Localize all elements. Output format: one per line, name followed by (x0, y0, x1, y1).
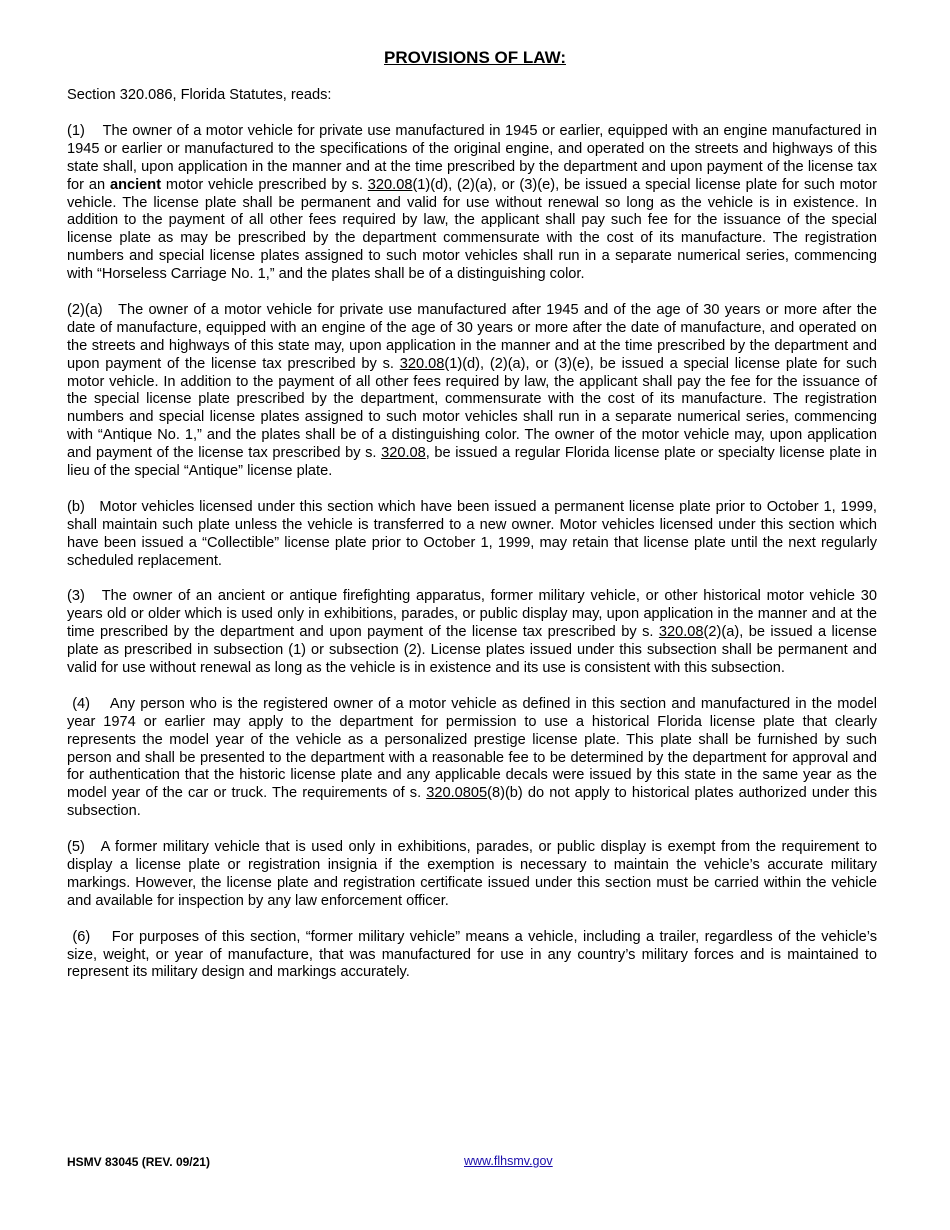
paragraph-6 (67, 929, 877, 983)
paragraph-1-text-b: motor vehicle prescribed by s. (161, 176, 368, 193)
paragraph-1-bold-term: ancient (109, 176, 162, 193)
paragraph-5-label: (5) (67, 839, 85, 856)
paragraph-6-label: (6) (72, 928, 91, 945)
paragraph-3-label: (3) (67, 588, 85, 605)
paragraph-6-text: For purposes of this section, “former military vehicle” means a vehicle, including a trailer, regardless of the vehicle’s size, weight, or year of manufacture, that was manufactured for use in any country’s military forces and is maintained to represent its military design and markings accurately. (67, 928, 878, 981)
website-link[interactable]: www.flhsmv.gov (464, 1154, 553, 1168)
section-intro: Section 320.086, Florida Statutes, reads: (67, 87, 332, 103)
paragraph-5 (67, 839, 877, 911)
paragraph-2a-text-c: , be issued a regular Florida license plate or specialty license plate in lieu of the special “Antique” license plate. (67, 445, 877, 480)
paragraph-2a-text-a: The owner of a motor vehicle for private use manufactured after 1945 and of the age of 30 years or more after the date of manufacture, equipped with an engine of the age of 30 years or more after the date of manufacture, and operated on the streets and highways of this state may, upon application in the manner and at the time prescribed by the department and upon payment of the license tax prescribed by s. (67, 301, 877, 372)
paragraph-4-text-a: Any person who is the registered owner of a motor vehicle as defined in this section and manufactured in the model year 1974 or earlier may apply to the department for permission to use a historical Florida license plate that clearly represents the model year of the vehicle as a personalized prestige license plate. This plate shall be furnished by such person and shall be presented to the department with a reasonable fee to be determined by the department for approval and for authentication that the historic license plate and any applicable decals were issued by this state in the same year as the model year of the car or truck. The requirements of s. (67, 695, 877, 802)
statute-link-320-0805[interactable]: 320.0805 (426, 785, 488, 802)
paragraph-4-text-b: (8)(b) do not apply to historical plates authorized under this subsection. (67, 785, 877, 820)
statute-link-320-08[interactable]: 320.08 (381, 445, 426, 462)
paragraph-1 (67, 123, 877, 284)
paragraph-2a-text-b: (1)(d), (2)(a), or (3)(e), be issued a special license plate for such motor vehicle. In addition to the payment of all other fees required by law, the applicant shall pay the fee for the issuance of the special license plate prescribed by the department, commensurate with the cost of its manufacture. The registration numbers and special license plates assigned to such motor vehicles shall run in a separate numerical series, commencing with “Antique No. 1,” and the plates shall be of a distinguishing color. The owner of the motor vehicle may, upon application and payment of the license tax prescribed by s. (67, 355, 877, 462)
paragraph-2b (67, 499, 877, 571)
page-title: PROVISIONS OF LAW: (384, 48, 566, 67)
paragraph-4-label: (4) (72, 695, 91, 712)
paragraph-1-label: (1) (67, 122, 85, 139)
paragraph-2a (67, 302, 877, 481)
paragraph-1-text-c: (1)(d), (2)(a), or (3)(e), be issued a special license plate for such motor vehicle. The license plate shall be permanent and valid for use without renewal so long as the vehicle is in existence. In addition to the payment of all other fees required by law, the applicant shall pay such fee for the issuance of the special license plate as may be prescribed by the department commensurate with the cost of its manufacture. The registration numbers and special license plates assigned to such motor vehicles shall run in a separate numerical series, commencing with “Horseless Carriage No. 1,” and the plates shall be of a distinguishing color. (67, 176, 877, 283)
document-body (67, 87, 877, 1000)
paragraph-1-text-a: The owner of a motor vehicle for private use manufactured in 1945 or earlier, equipped with an engine manufactured in 1945 or earlier or manufactured to the specifications of the original engine, and operated on the streets and highways of this state shall, upon application in the manner and at the time prescribed by the department and upon payment of the license tax for an (67, 122, 877, 193)
statute-link-320-08[interactable]: 320.08 (658, 624, 704, 641)
paragraph-3 (67, 588, 877, 678)
statute-link-320-08[interactable]: 320.08 (367, 176, 413, 193)
paragraph-2a-label: (2)(a) (67, 301, 103, 318)
paragraph-3-text-a: The owner of an ancient or antique firefighting apparatus, former military vehicle, or other historical motor vehicle 30 years old or older which is used only in exhibitions, parades, or public display may, upon application in the manner and at the time prescribed by the department and upon payment of the license tax prescribed by s. (67, 588, 877, 641)
paragraph-2b-text: Motor vehicles licensed under this section which have been issued a permanent license plate prior to October 1, 1999, shall maintain such plate unless the vehicle is transferred to a new owner. Motor vehicles licensed under this section which have been issued a “Collectible” license plate prior to October 1, 1999, may retain that license plate until the next regularly scheduled replacement. (67, 498, 877, 569)
statute-link-320-08[interactable]: 320.08 (399, 355, 445, 372)
paragraph-5-text: A former military vehicle that is used only in exhibitions, parades, or public display is exempt from the requirement to display a license plate or registration insignia if the exemption is necessary to maintain the vehicle’s accurate military markings. However, the license plate and registration certificate issued under this section must be carried within the vehicle and available for inspection by any law enforcement officer. (67, 839, 878, 909)
paragraph-2b-label: (b) (67, 498, 85, 515)
form-code: HSMV 83045 (REV. 09/21) (67, 1155, 210, 1169)
paragraph-4 (67, 696, 877, 821)
paragraph-3-text-b: (2)(a), be issued a license plate as prescribed in subsection (1) or subsection (2). License plates issued under this subsection shall be permanent and valid for use without renewal as long as the vehicle is in existence and its use is consistent with this subsection. (67, 624, 877, 677)
